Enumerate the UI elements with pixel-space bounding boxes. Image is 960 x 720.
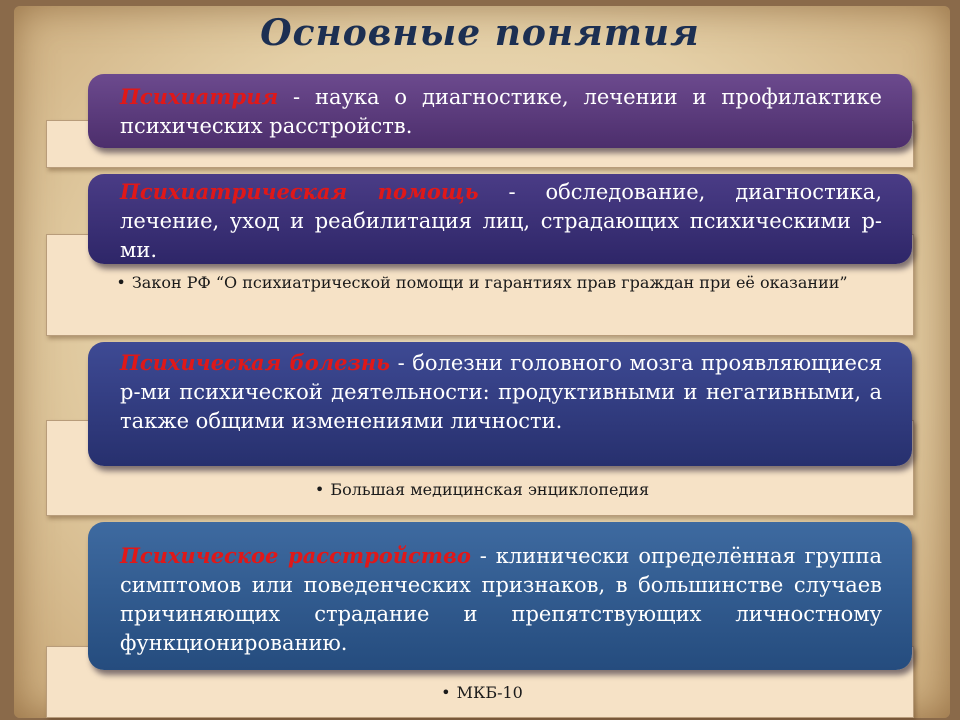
card-4-definition: - клинически определённая группа симптомов или поведенческих признаков, в большинстве случаев причиняющих страдание и препятствующих личностному функционированию. <box>120 544 882 655</box>
card-3-source <box>112 478 852 502</box>
card-2-source <box>112 271 852 295</box>
card-2-definition: - обследование, диагностика, лечение, уход и реабилитация лиц, страдающих психическими р-ми. <box>120 180 882 262</box>
card-2 <box>88 174 912 264</box>
card-4-source <box>112 681 852 705</box>
card-4 <box>88 522 912 670</box>
bullet-icon: • <box>314 480 325 499</box>
card-3-term: Психическая болезнь <box>120 350 391 375</box>
card-2-source-text: Закон РФ “О психиатрической помощи и гарантиях прав граждан при её оказании” <box>131 273 848 292</box>
card-4-term: Психическое расстройство <box>120 543 471 568</box>
card-3-definition: - болезни головного мозга проявляющиеся р-ми психической деятельности: продуктивными и негативными, а также общими изменениями личности. <box>120 351 882 433</box>
card-1 <box>88 74 912 148</box>
card-2-term: Психиатрическая помощь <box>120 179 479 204</box>
card-3 <box>88 342 912 466</box>
bullet-icon: • <box>441 683 451 702</box>
card-4-source-text: МКБ-10 <box>456 683 523 702</box>
card-1-definition: - наука о диагностике, лечении и профилактике психических расстройств. <box>120 85 882 138</box>
card-1-term: Психиатрия <box>120 84 279 109</box>
card-3-source-text: Большая медицинская энциклопедия <box>330 480 650 499</box>
bullet-icon: • <box>116 273 126 292</box>
slide-title: Основные понятия <box>260 12 700 54</box>
